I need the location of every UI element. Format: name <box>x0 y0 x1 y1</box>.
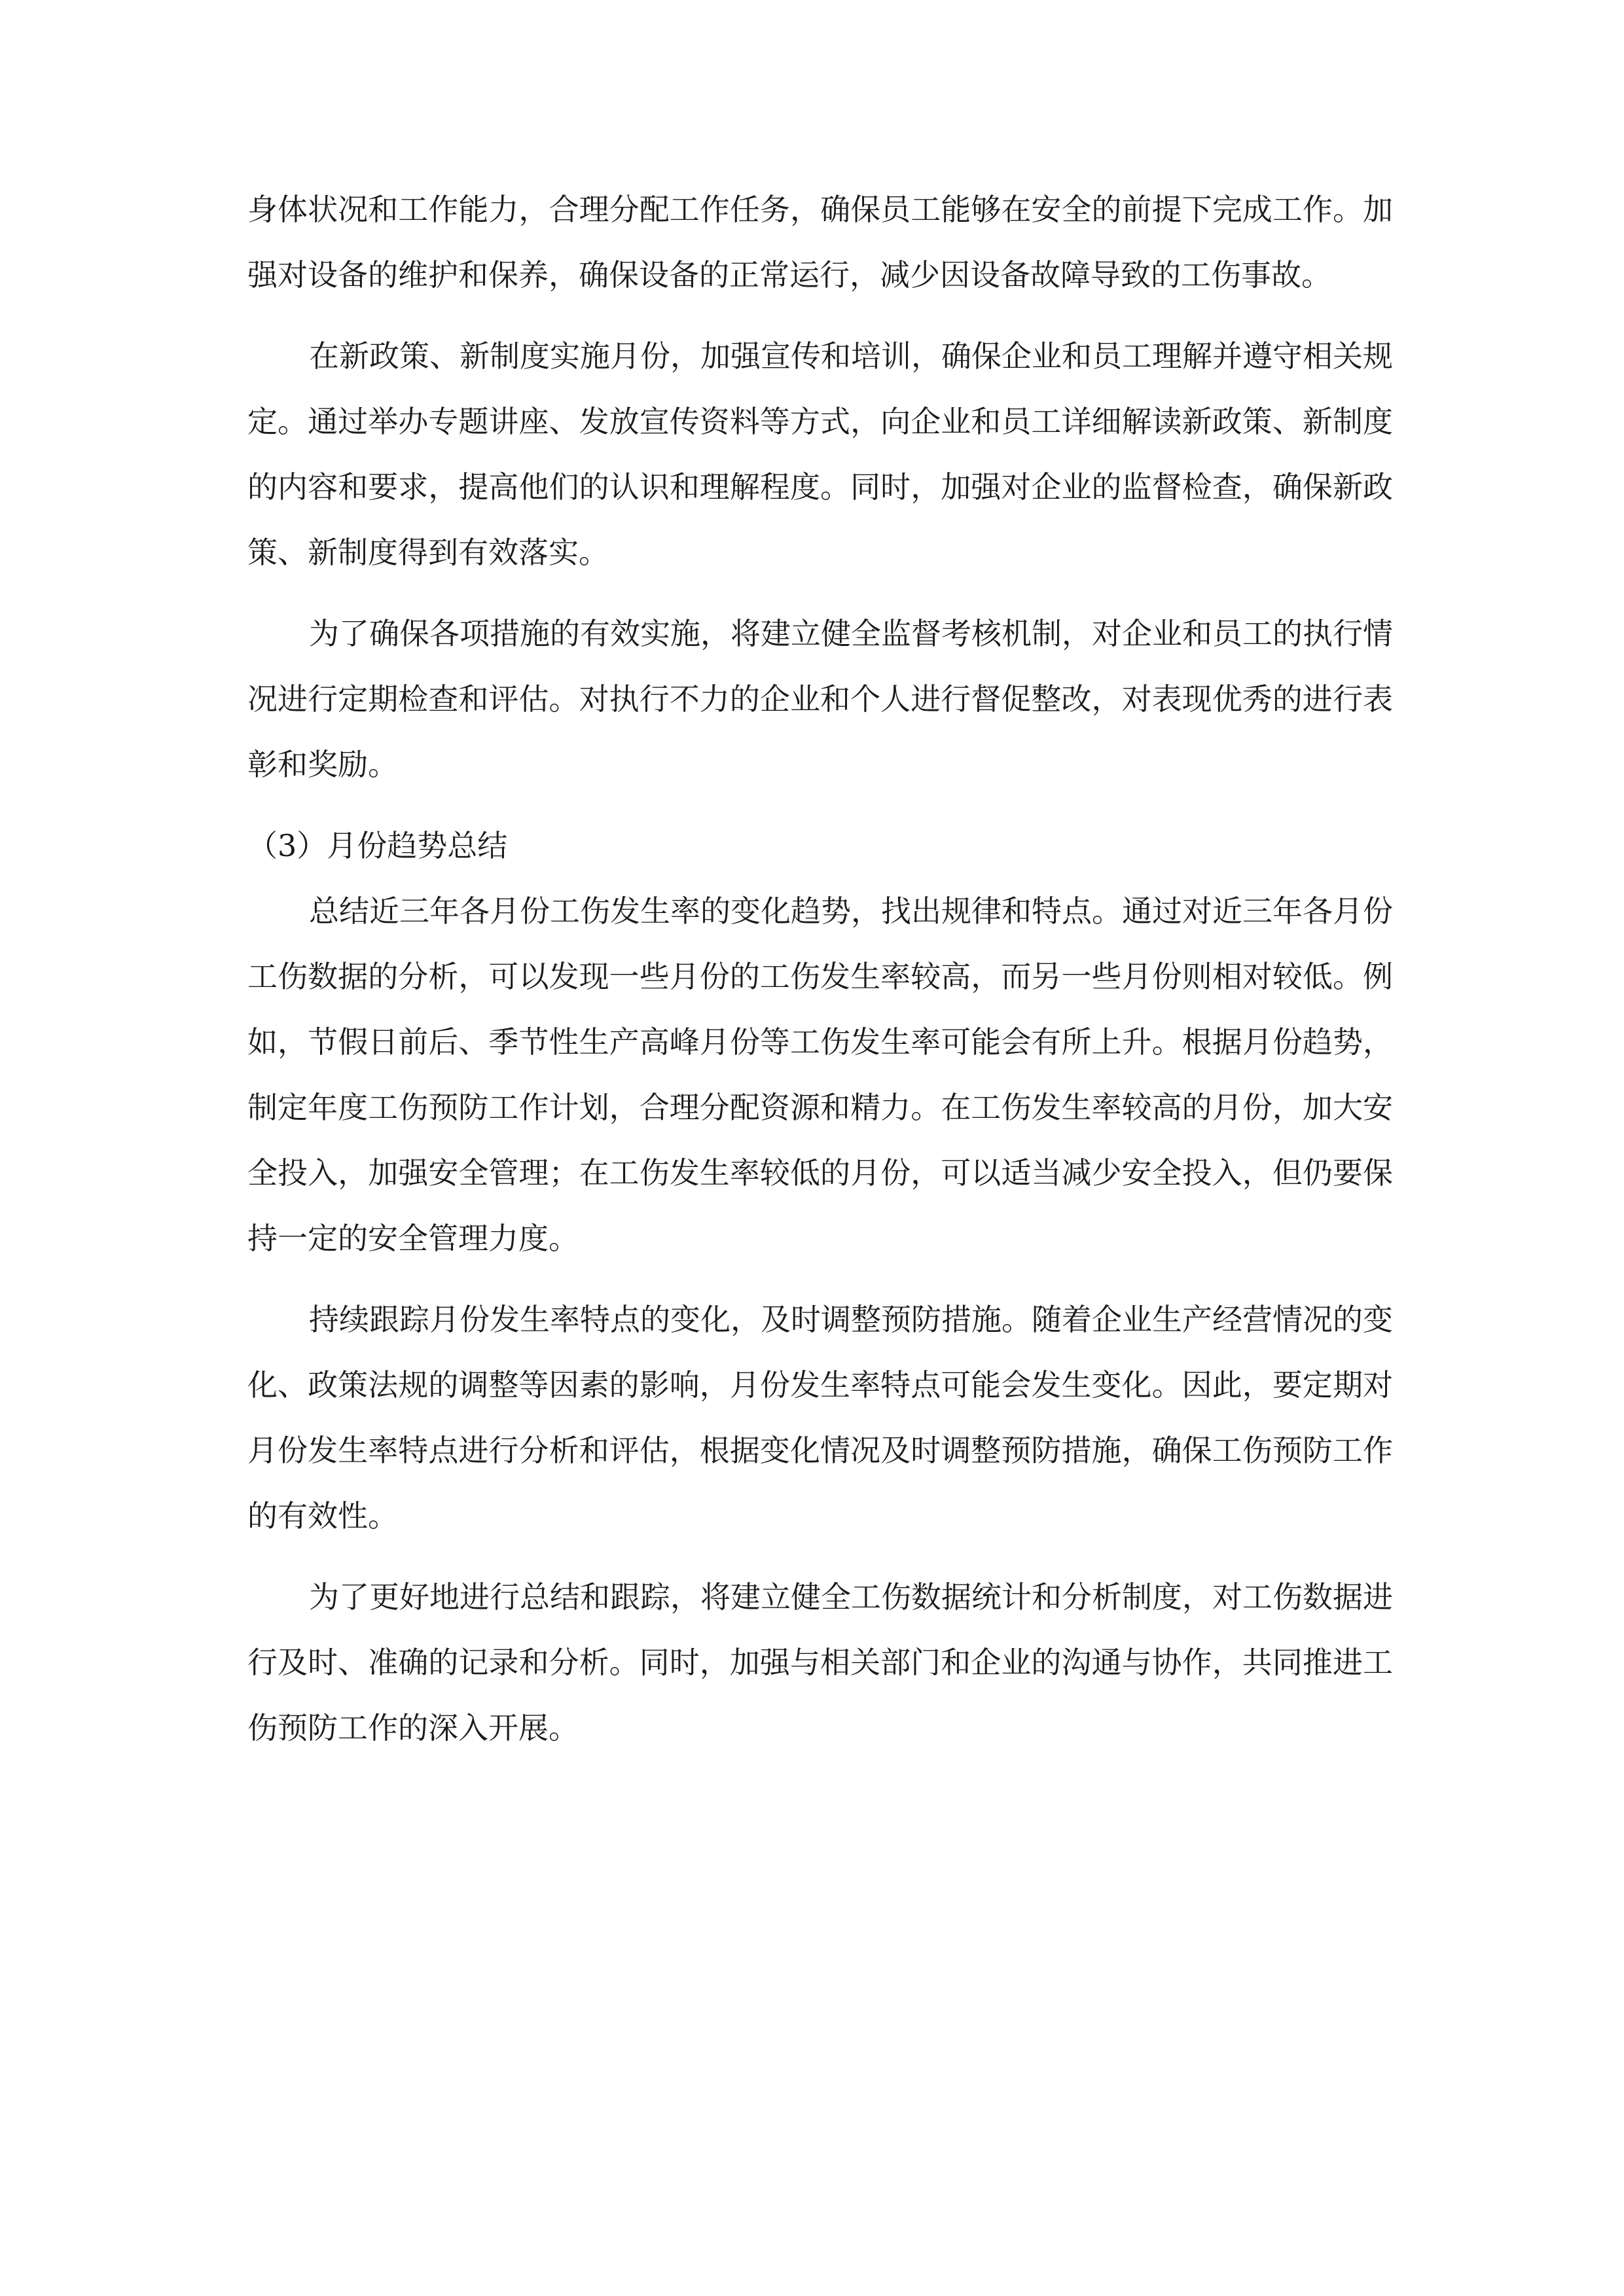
paragraph-supervision: 为了确保各项措施的有效实施，将建立健全监督考核机制，对企业和员工的执行情况进行定期检查和评估。对执行不力的企业和个人进行督促整改，对表现优秀的进行表彰和奖励。 <box>247 616 1393 782</box>
paragraph-tracking: 持续跟踪月份发生率特点的变化，及时调整预防措施。随着企业生产经营情况的变化、政策法规的调整等因素的影响，月份发生率特点可能会发生变化。因此，要定期对月份发生率特点进行分析和评估，根据变化情况及时调整预防措施，确保工伤预防工作的有效性。 <box>247 1302 1393 1534</box>
paragraph-trend-summary: 总结近三年各月份工伤发生率的变化趋势，找出规律和特点。通过对近三年各月份工伤数据的分析，可以发现一些月份的工伤发生率较高，而另一些月份则相对较低。例如，节假日前后、季节性生产高峰月份等工伤发生率可能会有所上升。根据月份趋势，制定年度工伤预防工作计划，合理分配资源和精力。在工伤发生率较高的月份，加大安全投入，加强安全管理；在工伤发生率较低的月份，可以适当减少安全投入，但仍要保持一定的安全管理力度。 <box>247 893 1393 1256</box>
section-heading: （3）月份趋势总结 <box>247 828 508 863</box>
document-body <box>247 177 1393 1776</box>
paragraph-new-policy: 在新政策、新制度实施月份，加强宣传和培训，确保企业和员工理解并遵守相关规定。通过举办专题讲座、发放宣传资料等方式，向企业和员工详细解读新政策、新制度的内容和要求，提高他们的认识和理解程度。同时，加强对企业的监督检查，确保新政策、新制度得到有效落实。 <box>247 338 1393 570</box>
paragraph-continuation: 身体状况和工作能力，合理分配工作任务，确保员工能够在安全的前提下完成工作。加强对设备的维护和保养，确保设备的正常运行，减少因设备故障导致的工伤事故。 <box>247 192 1393 293</box>
paragraph-statistics: 为了更好地进行总结和跟踪，将建立健全工伤数据统计和分析制度，对工伤数据进行及时、准确的记录和分析。同时，加强与相关部门和企业的沟通与协作，共同推进工伤预防工作的深入开展。 <box>247 1579 1393 1746</box>
